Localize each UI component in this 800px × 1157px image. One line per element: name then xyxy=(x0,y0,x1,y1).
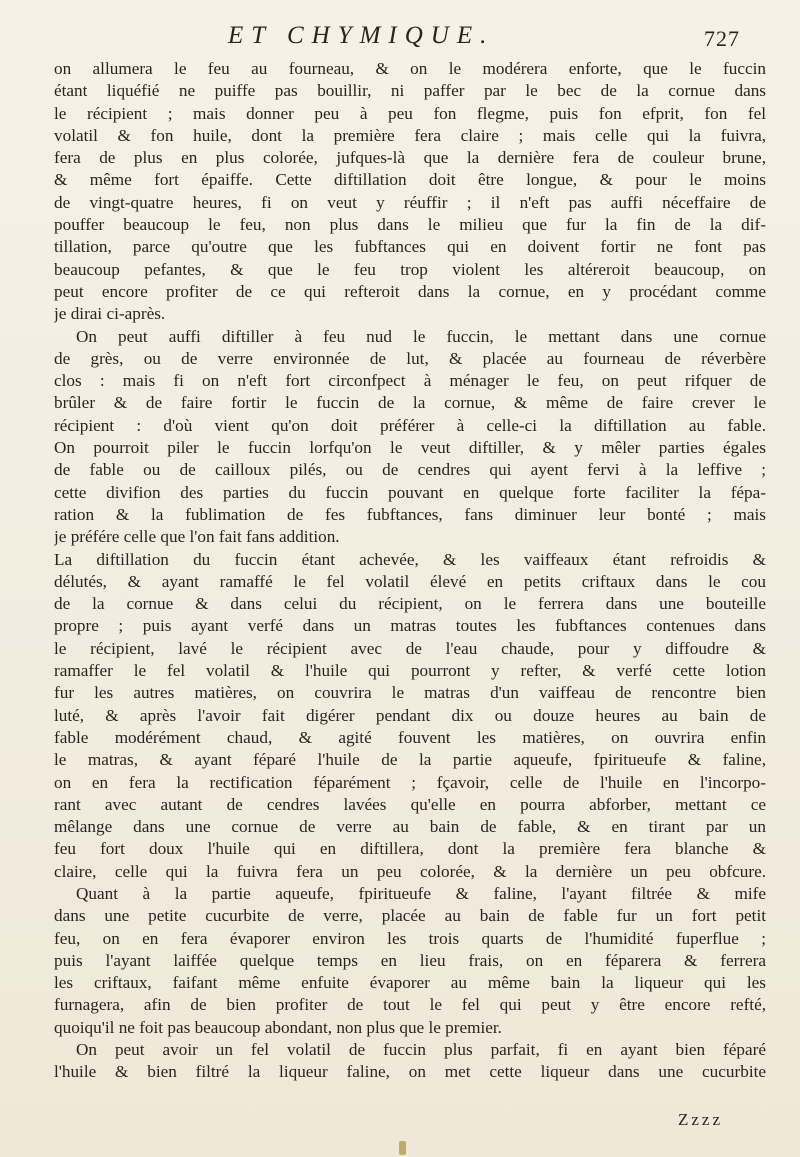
text-line: le récipient, lavé le récipient avec de l'eau chaude, pour y diffoudre & xyxy=(54,638,766,658)
text-line: clos : mais fi on n'eft fort circonfpect à ménager le feu, on peut rifquer de xyxy=(54,371,766,391)
text-line: de grès, ou de verre environnée de lut, & placée au fourneau de réverbère xyxy=(54,348,766,368)
text-line: je dirai ci-après. xyxy=(54,304,166,324)
page-number: 727 xyxy=(704,26,740,51)
text-line: pouffer beaucoup le feu, non plus dans le milieu que fur la fin de la dif- xyxy=(54,215,766,235)
text-line: de fable ou de cailloux pilés, ou de cendres qui ayent fervi à la leffive ; xyxy=(54,460,766,480)
text-line: On peut avoir un fel volatil de fuccin plus parfait, fi en ayant bien féparé xyxy=(76,1040,766,1060)
text-line: La diftillation du fuccin étant achevée, & les vaiffeaux étant refroidis & xyxy=(54,549,766,569)
text-line: volatil & fon huile, dont la première fera claire ; mais celle qui la fuivra, xyxy=(54,125,766,145)
text-line: ramaffer le fel volatil & l'huile qui pourront y refter, & verfé cette lotion xyxy=(54,661,766,681)
text-line: on en fera la rectification féparément ; fçavoir, celle de l'huile en l'incorpo- xyxy=(54,772,766,792)
body-text xyxy=(54,58,766,1084)
text-line: récipient : d'où vient qu'on doit préférer à celle-ci la diftillation au fable. xyxy=(54,415,766,435)
running-title: ET CHYMIQUE. xyxy=(228,22,495,49)
text-line: de vingt-quatre heures, fi on veut y réuffir ; il n'eft pas auffi néceffaire de xyxy=(54,192,766,212)
text-line: on allumera le feu au fourneau, & on le modérera enforte, que le fuccin xyxy=(54,59,766,78)
text-line: rant avec autant de cendres lavées qu'elle en pourra abforber, mettant ce xyxy=(54,794,766,814)
text-line: fable modérément chaud, & agité fouvent les matières, on ouvrira enfin xyxy=(54,727,766,747)
catchword: Zzzz xyxy=(678,1110,724,1129)
text-line: les criftaux, faifant même enfuite évaporer au même bain la liqueur qui les xyxy=(54,973,766,993)
text-line: On peut auffi diftiller à feu nud le fuccin, le mettant dans une cornue xyxy=(76,326,766,346)
text-line: tillation, parce qu'outre que les fubftances qui en doivent fortir ne font pas xyxy=(54,237,766,257)
text-line: je préfére celle que l'on fait fans addition. xyxy=(54,527,340,547)
text-line: Quant à la partie aqueufe, fpiritueufe & faline, l'ayant filtrée & mife xyxy=(76,883,766,903)
text-line: quoiqu'il ne foit pas beaucoup abondant, non plus que le premier. xyxy=(54,1017,502,1037)
text-line: ration & la fublimation de fes fubftances, fans diminuer leur bonté ; mais xyxy=(54,504,766,524)
text-line: furnagera, afin de bien profiter de tout le fel qui peut y être encore refté, xyxy=(54,995,766,1015)
text-line: puis l'ayant laiffée quelque temps en lieu frais, on en féparera & ferrera xyxy=(54,950,766,970)
text-line: dans une petite cucurbite de verre, placée au bain de fable fur un fort petit xyxy=(54,906,766,926)
ink-mark xyxy=(399,1141,406,1155)
text-line: peut encore profiter de ce qui refteroit dans la cornue, en y procédant comme xyxy=(54,281,766,301)
text-line: le matras, & ayant féparé l'huile de la partie aqueufe, fpiritueufe & faline, xyxy=(54,750,766,770)
text-line: le récipient ; mais donner peu à peu fon flegme, puis fon efprit, fon fel xyxy=(54,103,766,123)
text-line: fera de plus en plus colorée, jufques-là que la dernière fera de couleur brune, xyxy=(54,148,766,168)
text-line: brûler & de faire fortir le fuccin de la cornue, & même de faire crever le xyxy=(54,393,766,413)
text-line: On pourroit piler le fuccin lorfqu'on le veut diftiller, & y mêler parties égales xyxy=(54,438,766,458)
page-header xyxy=(0,18,800,58)
text-line: étant liquéfié ne puiffe pas bouillir, ni paffer par le bec de la cornue dans xyxy=(54,81,766,101)
text-line: luté, & après l'avoir fait digérer pendant dix ou douze heures au bain de xyxy=(54,705,766,725)
text-line: propre ; puis ayant verfé dans un matras toutes les fubftances contenues dans xyxy=(54,616,766,636)
text-line: claire, celle qui la fuivra fera un peu colorée, & la dernière un peu obfcure. xyxy=(54,861,766,881)
text-line: fur les autres matières, on couvrira le matras d'un vaiffeau de rencontre bien xyxy=(54,683,766,703)
text-line: de la cornue & dans celui du récipient, on le ferrera dans une bouteille xyxy=(54,594,766,614)
text-line: l'huile & bien filtré la liqueur faline, on met cette liqueur dans une cucurbite xyxy=(54,1062,766,1082)
text-line: & même fort épaiffe. Cette diftillation doit être longue, & pour le moins xyxy=(54,170,766,190)
text-line: délutés, & ayant ramaffé le fel volatil élevé en petits criftaux dans le cou xyxy=(54,571,766,591)
text-line: feu fort doux l'huile qui en diftillera, dont la première fera blanche & xyxy=(54,839,766,859)
text-line: feu, on en fera évaporer environ les trois quarts de l'humidité fuperflue ; xyxy=(54,928,766,948)
text-line: beaucoup pefantes, & que le feu trop violent les altéreroit beaucoup, on xyxy=(54,259,766,279)
text-line: cette divifion des parties du fuccin pouvant en quelque forte faciliter la fépa- xyxy=(54,482,766,502)
text-line: mêlange dans une cornue de verre au bain de fable, & en tirant par un xyxy=(54,817,766,837)
